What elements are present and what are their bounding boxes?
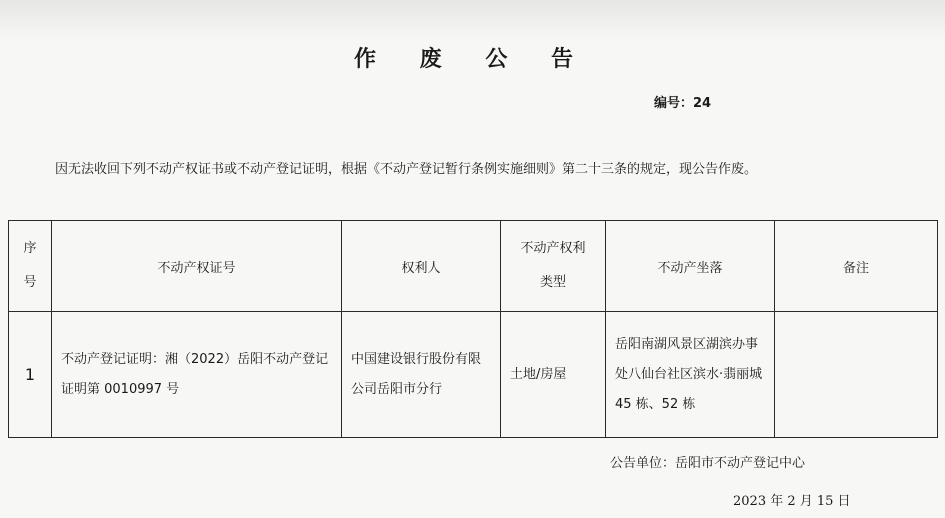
header-location: 不动产坐落: [606, 221, 775, 312]
issuing-unit: 公告单位：岳阳市不动产登记中心: [610, 456, 806, 471]
cell-certificate-no: 不动产登记证明：湘（2022）岳阳不动产登记证明第 0010997 号: [52, 312, 342, 438]
page-title: 作 废 公 告: [354, 46, 591, 72]
header-right-type-line1: 不动产权利: [520, 241, 586, 256]
header-remarks: 备注: [775, 221, 938, 312]
table-header-row: [9, 221, 938, 312]
table-row: [9, 312, 938, 438]
header-seq-line2: 号: [23, 275, 37, 290]
header-right-type-line2: 类型: [539, 275, 566, 290]
cell-right-type: 土地/房屋: [501, 312, 606, 438]
cell-seq: 1: [9, 312, 52, 438]
header-seq: [9, 221, 52, 312]
cell-holder: 中国建设银行股份有限公司岳阳市分行: [342, 312, 501, 438]
cell-remarks: [775, 312, 938, 438]
notice-number: 编号：24: [654, 96, 712, 111]
header-holder: 权利人: [342, 221, 501, 312]
scan-shadow: [0, 0, 945, 40]
issue-date: 2023 年 2 月 15 日: [733, 494, 851, 509]
header-seq-line1: 序: [23, 241, 37, 256]
header-right-type: [501, 221, 606, 312]
cell-location: 岳阳南湖风景区湖滨办事处八仙台社区滨水·翡丽城 45 栋、52 栋: [606, 312, 775, 438]
voided-certificates-table: [8, 220, 938, 438]
header-certificate-no: 不动产权证号: [52, 221, 342, 312]
intro-paragraph: 因无法收回下列不动产权证书或不动产登记证明，根据《不动产登记暂行条例实施细则》第二十三条的规定，现公告作废。: [55, 162, 758, 177]
